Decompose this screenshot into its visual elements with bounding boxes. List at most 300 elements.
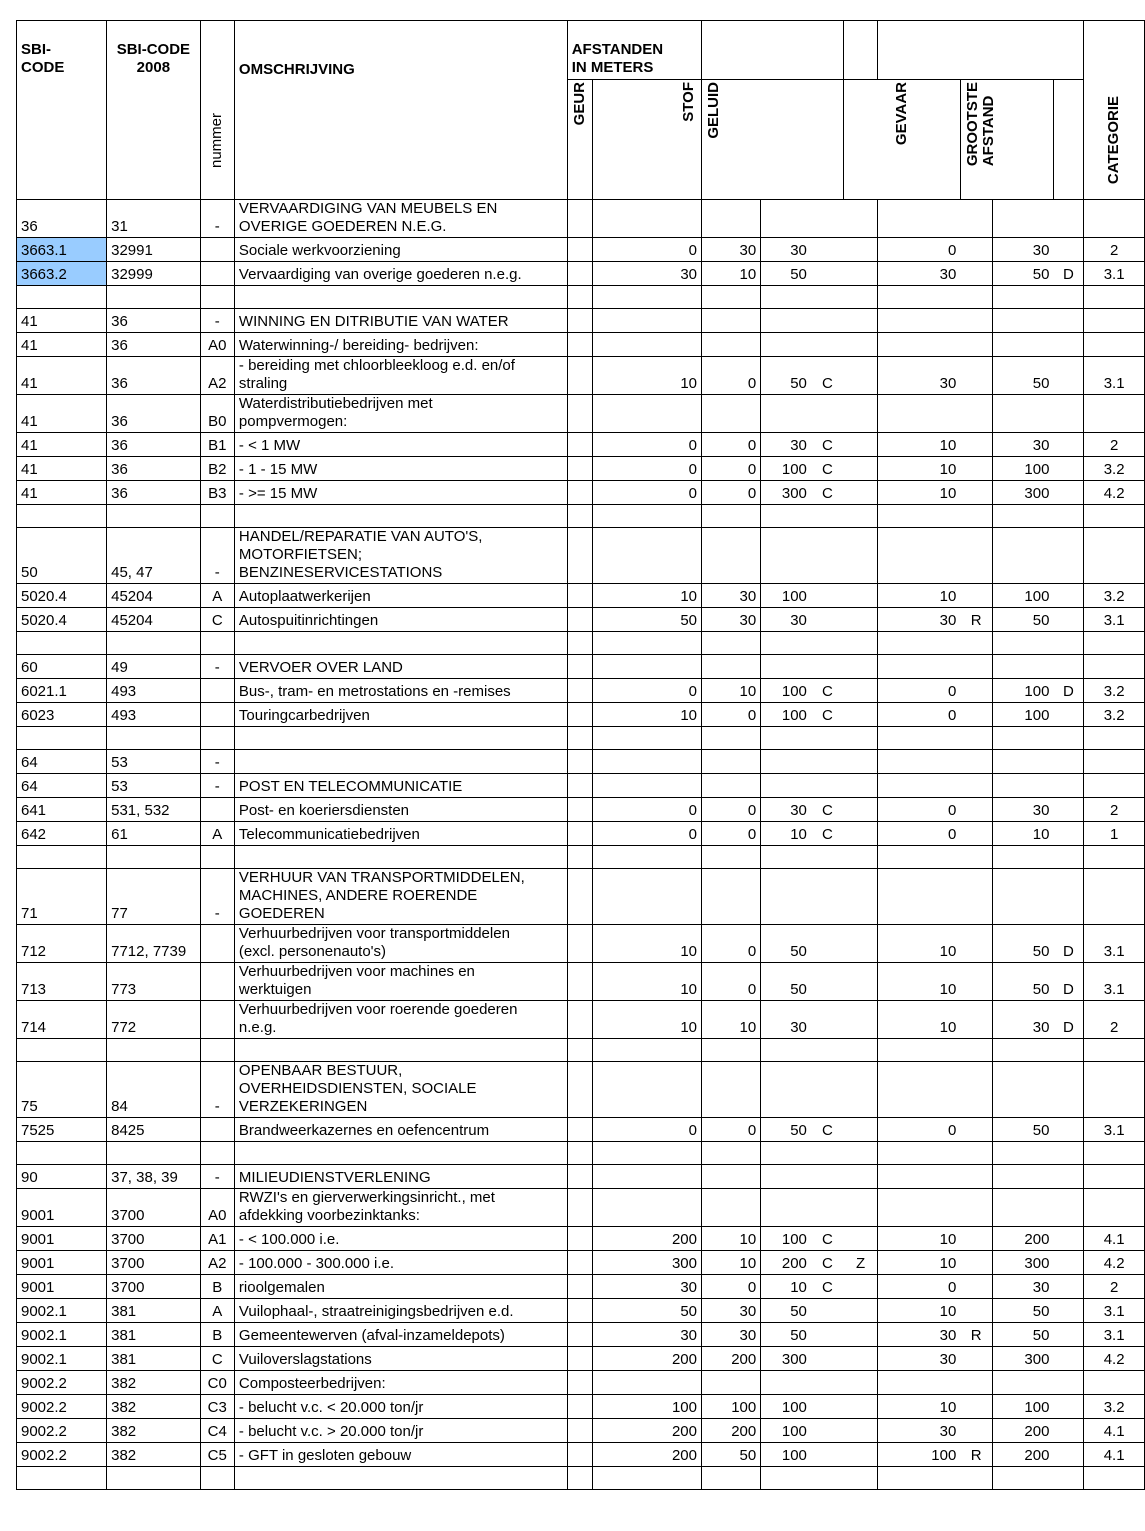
- empty-cell: [992, 1039, 1053, 1062]
- cell-omschrijving: MILIEUDIENSTVERLENING: [234, 1165, 567, 1189]
- cell-nummer: C: [200, 608, 234, 632]
- empty-cell: [878, 286, 961, 309]
- empty-cell: [567, 1118, 592, 1142]
- table-row: [17, 395, 1145, 433]
- spacer-row: [17, 1467, 1145, 1490]
- cell-omschrijving: - 1 - 15 MW: [234, 457, 567, 481]
- empty-cell: [1084, 727, 1145, 750]
- empty-cell: [567, 1467, 592, 1490]
- cell-omschrijving: Composteerbedrijven:: [234, 1371, 567, 1395]
- cell-nummer: -: [200, 869, 234, 925]
- cell-sbi-2008: 36: [107, 333, 200, 357]
- cell-geluid-extra: [844, 869, 878, 925]
- cell-gevaar-flag: [960, 433, 992, 457]
- empty-cell: [567, 584, 592, 608]
- cell-grootste-flag: [1053, 433, 1083, 457]
- cell-geluid: 30: [761, 1001, 811, 1039]
- cell-geluid-extra: [844, 584, 878, 608]
- table-row: [17, 608, 1145, 632]
- empty-cell: [1084, 632, 1145, 655]
- empty-cell: [992, 1467, 1053, 1490]
- cell-sbi-2008: 45204: [107, 608, 200, 632]
- cell-geur: 200: [592, 1419, 701, 1443]
- empty-cell: [992, 846, 1053, 869]
- cell-gevaar-flag: [960, 528, 992, 584]
- cell-geluid-extra: [844, 1275, 878, 1299]
- empty-cell: [567, 846, 592, 869]
- empty-cell: [567, 822, 592, 846]
- header-gevaar: GEVAAR: [893, 82, 911, 146]
- empty-cell: [878, 727, 961, 750]
- empty-cell: [567, 333, 592, 357]
- cell-geluid-extra: [844, 1323, 878, 1347]
- cell-geluid-flag: [811, 1299, 844, 1323]
- cell-grootste-afstand: 200: [992, 1419, 1053, 1443]
- cell-categorie: 3.2: [1084, 679, 1145, 703]
- cell-stof: 0: [702, 822, 761, 846]
- cell-grootste-afstand: 50: [992, 357, 1053, 395]
- cell-categorie: [1084, 200, 1145, 238]
- cell-geur: 0: [592, 457, 701, 481]
- empty-cell: [992, 505, 1053, 528]
- cell-geluid-flag: [811, 1323, 844, 1347]
- cell-nummer: [200, 963, 234, 1001]
- table-row: [17, 1165, 1145, 1189]
- cell-geur: 0: [592, 679, 701, 703]
- cell-gevaar-flag: [960, 925, 992, 963]
- cell-stof: 10: [702, 1251, 761, 1275]
- table-row: [17, 1251, 1145, 1275]
- cell-grootste-flag: [1053, 798, 1083, 822]
- cell-grootste-afstand: 300: [992, 481, 1053, 505]
- cell-omschrijving: POST EN TELECOMMUNICATIE: [234, 774, 567, 798]
- cell-grootste-afstand: 10: [992, 822, 1053, 846]
- table-row: [17, 869, 1145, 925]
- empty-cell: [761, 505, 811, 528]
- empty-cell: [702, 632, 761, 655]
- empty-cell: [567, 925, 592, 963]
- cell-sbi-code: 64: [17, 774, 107, 798]
- cell-geluid-flag: [811, 1419, 844, 1443]
- cell-geluid-flag: C: [811, 433, 844, 457]
- cell-geluid: 100: [761, 703, 811, 727]
- cell-omschrijving: - < 1 MW: [234, 433, 567, 457]
- cell-geluid-extra: [844, 774, 878, 798]
- cell-categorie: [1084, 1371, 1145, 1395]
- cell-geluid-flag: [811, 869, 844, 925]
- empty-cell: [1084, 505, 1145, 528]
- empty-cell: [567, 608, 592, 632]
- cell-categorie: 3.2: [1084, 1395, 1145, 1419]
- cell-grootste-afstand: 100: [992, 584, 1053, 608]
- cell-geluid-extra: [844, 1395, 878, 1419]
- cell-grootste-flag: [1053, 584, 1083, 608]
- cell-geluid: 10: [761, 822, 811, 846]
- cell-grootste-flag: [1053, 1395, 1083, 1419]
- cell-grootste-flag: [1053, 1118, 1083, 1142]
- cell-geluid: 30: [761, 798, 811, 822]
- cell-sbi-code: 41: [17, 457, 107, 481]
- cell-grootste-flag: [1053, 1189, 1083, 1227]
- cell-grootste-afstand: [992, 869, 1053, 925]
- cell-gevaar-flag: [960, 869, 992, 925]
- cell-gevaar: 10: [878, 1251, 961, 1275]
- cell-grootste-afstand: 30: [992, 1001, 1053, 1039]
- cell-geur: [592, 774, 701, 798]
- empty-cell: [761, 846, 811, 869]
- empty-cell: [844, 1467, 878, 1490]
- cell-geluid-flag: [811, 1001, 844, 1039]
- cell-geluid-extra: [844, 1189, 878, 1227]
- empty-cell: [567, 1443, 592, 1467]
- cell-grootste-flag: [1053, 869, 1083, 925]
- cell-geluid-flag: [811, 1165, 844, 1189]
- cell-categorie: 3.2: [1084, 457, 1145, 481]
- cell-sbi-code: 41: [17, 309, 107, 333]
- cell-omschrijving: WINNING EN DITRIBUTIE VAN WATER: [234, 309, 567, 333]
- cell-grootste-afstand: 200: [992, 1227, 1053, 1251]
- cell-omschrijving: - 100.000 - 300.000 i.e.: [234, 1251, 567, 1275]
- cell-stof: [702, 1062, 761, 1118]
- empty-cell: [992, 1142, 1053, 1165]
- cell-geluid-extra: [844, 1299, 878, 1323]
- cell-grootste-flag: [1053, 528, 1083, 584]
- empty-cell: [107, 1467, 200, 1490]
- cell-geluid-flag: C: [811, 1251, 844, 1275]
- spacer-row: [17, 632, 1145, 655]
- cell-stof: 0: [702, 1118, 761, 1142]
- table-row: [17, 1227, 1145, 1251]
- cell-sbi-2008: 772: [107, 1001, 200, 1039]
- empty-cell: [567, 703, 592, 727]
- cell-grootste-afstand: [992, 750, 1053, 774]
- cell-geluid-extra: [844, 309, 878, 333]
- cell-omschrijving: Vervaardiging van overige goederen n.e.g.: [234, 262, 567, 286]
- empty-cell: [107, 727, 200, 750]
- empty-cell: [567, 774, 592, 798]
- cell-geluid: 100: [761, 1443, 811, 1467]
- cell-gevaar: 10: [878, 1001, 961, 1039]
- spacer-row: [17, 727, 1145, 750]
- cell-geluid-extra: [844, 433, 878, 457]
- cell-nummer: [200, 703, 234, 727]
- cell-grootste-afstand: [992, 333, 1053, 357]
- cell-geur: [592, 1062, 701, 1118]
- empty-cell: [702, 286, 761, 309]
- cell-omschrijving: - belucht v.c. > 20.000 ton/jr: [234, 1419, 567, 1443]
- cell-geluid-flag: C: [811, 703, 844, 727]
- cell-sbi-code: 50: [17, 528, 107, 584]
- empty-cell: [960, 727, 992, 750]
- empty-cell: [1084, 286, 1145, 309]
- table-row: [17, 963, 1145, 1001]
- cell-grootste-flag: [1053, 238, 1083, 262]
- empty-cell: [567, 750, 592, 774]
- cell-grootste-flag: [1053, 1347, 1083, 1371]
- cell-geluid-flag: [811, 584, 844, 608]
- cell-categorie: [1084, 750, 1145, 774]
- cell-geur: 10: [592, 1001, 701, 1039]
- cell-sbi-code: 5020.4: [17, 608, 107, 632]
- cell-categorie: 2: [1084, 798, 1145, 822]
- table-row: [17, 333, 1145, 357]
- table-row: [17, 1419, 1145, 1443]
- cell-gevaar-flag: R: [960, 1443, 992, 1467]
- cell-sbi-code: 7525: [17, 1118, 107, 1142]
- cell-stof: 10: [702, 679, 761, 703]
- cell-categorie: 2: [1084, 1001, 1145, 1039]
- cell-gevaar: 10: [878, 457, 961, 481]
- cell-stof: [702, 309, 761, 333]
- cell-omschrijving: VERHUUR VAN TRANSPORTMIDDELEN, MACHINES, ANDERE ROERENDE GOEDEREN: [234, 869, 567, 925]
- empty-cell: [960, 505, 992, 528]
- cell-nummer: B: [200, 1275, 234, 1299]
- empty-cell: [592, 1142, 701, 1165]
- table-row: [17, 200, 1145, 238]
- cell-gevaar-flag: [960, 200, 992, 238]
- cell-grootste-afstand: 50: [992, 262, 1053, 286]
- cell-geur: [592, 750, 701, 774]
- empty-cell: [878, 505, 961, 528]
- empty-cell: [234, 505, 567, 528]
- table-row: [17, 750, 1145, 774]
- cell-grootste-flag: [1053, 1443, 1083, 1467]
- cell-geluid-extra: [844, 703, 878, 727]
- cell-geluid: 100: [761, 1395, 811, 1419]
- cell-omschrijving: Verhuurbedrijven voor roerende goederen n.e.g.: [234, 1001, 567, 1039]
- cell-gevaar: [878, 750, 961, 774]
- cell-grootste-afstand: 50: [992, 608, 1053, 632]
- cell-geur: 30: [592, 1275, 701, 1299]
- cell-stof: [702, 200, 761, 238]
- cell-sbi-2008: 32991: [107, 238, 200, 262]
- empty-cell: [567, 505, 592, 528]
- empty-cell: [17, 632, 107, 655]
- empty-cell: [878, 1142, 961, 1165]
- cell-gevaar: 10: [878, 433, 961, 457]
- cell-grootste-flag: [1053, 750, 1083, 774]
- table-row: [17, 1323, 1145, 1347]
- cell-omschrijving: Telecommunicatiebedrijven: [234, 822, 567, 846]
- empty-cell: [592, 846, 701, 869]
- table-row: [17, 584, 1145, 608]
- cell-grootste-flag: [1053, 1371, 1083, 1395]
- cell-sbi-code: 6023: [17, 703, 107, 727]
- cell-geur: [592, 395, 701, 433]
- cell-gevaar-flag: [960, 1062, 992, 1118]
- empty-cell: [234, 1142, 567, 1165]
- cell-gevaar-flag: [960, 750, 992, 774]
- cell-grootste-flag: [1053, 1323, 1083, 1347]
- cell-geur: 10: [592, 584, 701, 608]
- cell-sbi-code: 713: [17, 963, 107, 1001]
- spacer-row: [17, 1142, 1145, 1165]
- milieu-categorie-table: [16, 20, 1145, 1490]
- empty-cell: [761, 727, 811, 750]
- cell-sbi-code: 712: [17, 925, 107, 963]
- empty-cell: [592, 1039, 701, 1062]
- cell-nummer: C: [200, 1347, 234, 1371]
- cell-sbi-code: 9002.2: [17, 1371, 107, 1395]
- cell-sbi-2008: 31: [107, 200, 200, 238]
- cell-categorie: 4.1: [1084, 1419, 1145, 1443]
- cell-geur: 50: [592, 608, 701, 632]
- empty-cell: [878, 846, 961, 869]
- cell-grootste-flag: [1053, 1251, 1083, 1275]
- cell-geur: 100: [592, 1395, 701, 1419]
- cell-gevaar: 0: [878, 1118, 961, 1142]
- cell-stof: [702, 1165, 761, 1189]
- cell-stof: 50: [702, 1443, 761, 1467]
- cell-geur: [592, 200, 701, 238]
- cell-grootste-flag: [1053, 608, 1083, 632]
- cell-grootste-afstand: 30: [992, 238, 1053, 262]
- cell-stof: 0: [702, 481, 761, 505]
- cell-geur: [592, 309, 701, 333]
- cell-geluid-extra: [844, 925, 878, 963]
- cell-geluid-extra: [844, 238, 878, 262]
- cell-stof: 100: [702, 1395, 761, 1419]
- cell-gevaar: 30: [878, 262, 961, 286]
- cell-sbi-2008: 61: [107, 822, 200, 846]
- empty-cell: [567, 1227, 592, 1251]
- cell-nummer: B1: [200, 433, 234, 457]
- empty-cell: [844, 846, 878, 869]
- cell-nummer: A: [200, 1299, 234, 1323]
- cell-omschrijving: HANDEL/REPARATIE VAN AUTO'S, MOTORFIETSEN; BENZINESERVICESTATIONS: [234, 528, 567, 584]
- cell-grootste-flag: D: [1053, 925, 1083, 963]
- empty-cell: [811, 632, 844, 655]
- cell-nummer: [200, 1001, 234, 1039]
- empty-cell: [567, 433, 592, 457]
- cell-gevaar-flag: [960, 1189, 992, 1227]
- empty-cell: [200, 286, 234, 309]
- cell-nummer: B: [200, 1323, 234, 1347]
- cell-geluid-extra: [844, 1062, 878, 1118]
- cell-stof: [702, 774, 761, 798]
- cell-geluid-flag: C: [811, 1227, 844, 1251]
- cell-geluid: [761, 655, 811, 679]
- cell-grootste-flag: [1053, 333, 1083, 357]
- cell-gevaar-flag: [960, 655, 992, 679]
- empty-cell: [17, 846, 107, 869]
- cell-grootste-afstand: [992, 200, 1053, 238]
- empty-cell: [702, 846, 761, 869]
- cell-categorie: 2: [1084, 238, 1145, 262]
- cell-geluid: [761, 528, 811, 584]
- empty-cell: [567, 238, 592, 262]
- spacer-row: [17, 286, 1145, 309]
- cell-gevaar-flag: [960, 1347, 992, 1371]
- cell-grootste-afstand: [992, 1165, 1053, 1189]
- cell-sbi-code: 41: [17, 333, 107, 357]
- cell-categorie: [1084, 1165, 1145, 1189]
- cell-nummer: A: [200, 584, 234, 608]
- empty-cell: [960, 846, 992, 869]
- cell-nummer: [200, 262, 234, 286]
- empty-cell: [567, 200, 592, 238]
- cell-geluid: 50: [761, 1299, 811, 1323]
- empty-cell: [592, 286, 701, 309]
- cell-geluid: 300: [761, 1347, 811, 1371]
- cell-categorie: 3.2: [1084, 703, 1145, 727]
- header-omschrijving: OMSCHRIJVING: [238, 61, 355, 78]
- header-afstanden: AFSTANDEN IN METERS: [571, 41, 664, 76]
- cell-grootste-flag: [1053, 357, 1083, 395]
- empty-cell: [17, 1039, 107, 1062]
- cell-geur: 10: [592, 925, 701, 963]
- empty-cell: [107, 286, 200, 309]
- cell-stof: [702, 750, 761, 774]
- table-row: [17, 655, 1145, 679]
- cell-sbi-2008: 49: [107, 655, 200, 679]
- empty-cell: [107, 1039, 200, 1062]
- table-row: [17, 703, 1145, 727]
- empty-cell: [567, 1062, 592, 1118]
- cell-nummer: -: [200, 200, 234, 238]
- empty-cell: [234, 1039, 567, 1062]
- cell-categorie: 4.2: [1084, 481, 1145, 505]
- empty-cell: [17, 1467, 107, 1490]
- cell-geluid-flag: [811, 655, 844, 679]
- empty-cell: [702, 1142, 761, 1165]
- cell-gevaar: 0: [878, 703, 961, 727]
- cell-grootste-afstand: 300: [992, 1347, 1053, 1371]
- table-row: [17, 1118, 1145, 1142]
- cell-grootste-flag: D: [1053, 1001, 1083, 1039]
- empty-cell: [960, 632, 992, 655]
- cell-stof: 200: [702, 1347, 761, 1371]
- empty-cell: [811, 505, 844, 528]
- cell-stof: [702, 1189, 761, 1227]
- empty-cell: [702, 727, 761, 750]
- cell-stof: 0: [702, 1275, 761, 1299]
- cell-sbi-2008: 36: [107, 457, 200, 481]
- empty-cell: [702, 1467, 761, 1490]
- cell-sbi-2008: 493: [107, 703, 200, 727]
- empty-cell: [702, 505, 761, 528]
- cell-geluid: [761, 1165, 811, 1189]
- cell-grootste-afstand: 50: [992, 963, 1053, 1001]
- header-categorie: CATEGORIE: [1105, 95, 1123, 184]
- cell-geluid-extra: [844, 1347, 878, 1371]
- cell-geluid-extra: [844, 1371, 878, 1395]
- cell-geluid-flag: [811, 750, 844, 774]
- empty-cell: [592, 632, 701, 655]
- empty-cell: [761, 1467, 811, 1490]
- cell-geluid: 10: [761, 1275, 811, 1299]
- table-row: [17, 679, 1145, 703]
- cell-gevaar-flag: [960, 963, 992, 1001]
- cell-grootste-afstand: 100: [992, 1395, 1053, 1419]
- empty-cell: [992, 286, 1053, 309]
- table-row: [17, 1347, 1145, 1371]
- cell-grootste-afstand: 50: [992, 1299, 1053, 1323]
- cell-stof: 0: [702, 703, 761, 727]
- cell-geluid-flag: [811, 528, 844, 584]
- cell-stof: 30: [702, 608, 761, 632]
- cell-sbi-code: 36: [17, 200, 107, 238]
- table-row: [17, 528, 1145, 584]
- cell-omschrijving: Brandweerkazernes en oefencentrum: [234, 1118, 567, 1142]
- cell-categorie: 4.2: [1084, 1251, 1145, 1275]
- cell-omschrijving: OPENBAAR BESTUUR, OVERHEIDSDIENSTEN, SOCIALE VERZEKERINGEN: [234, 1062, 567, 1118]
- cell-geluid: 300: [761, 481, 811, 505]
- cell-nummer: [200, 798, 234, 822]
- empty-cell: [567, 1347, 592, 1371]
- empty-cell: [567, 395, 592, 433]
- cell-geur: [592, 1189, 701, 1227]
